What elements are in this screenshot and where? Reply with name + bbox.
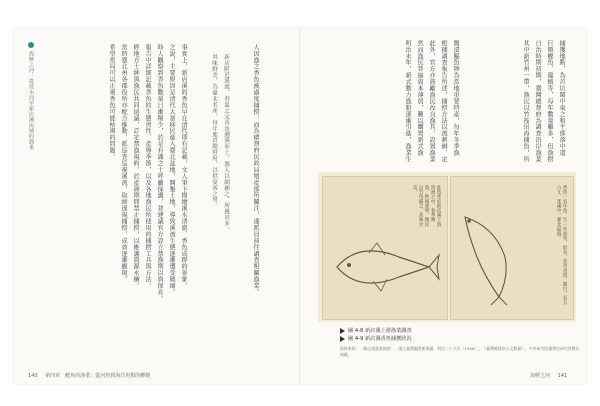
right-column-1: 捕獲地點，為首坑閩中東之和平部落中道: [558, 40, 565, 157]
right-page-number: 141: [557, 373, 568, 379]
left-page-number: 140: [28, 373, 38, 379]
left-column-6: 經地方士紳與漁民共同協議，訂定禁漁規約，於產卵期間禁止捕撈，以維護資源永續。: [132, 44, 139, 290]
right-column-7: 此外，官方亦鼓勵漁民改良漁具，設置漁業: [428, 40, 435, 163]
left-column-8: 希望當局可以正視香魚可能枯竭的問題。: [108, 44, 115, 161]
left-column-1: 人因漁之香魚被過度捕撈，而為總督府民政局殖產部所關注，遂派員前往調查相關漁業。: [252, 44, 259, 296]
right-footer: [530, 372, 567, 379]
right-column-5: 鹽漬鯔魚卵為當地重要特產，每年冬季漁: [452, 40, 459, 157]
right-column-6: 根據調查報告所述，捕撈方法以流刺網、定: [440, 40, 447, 163]
left-column-2: 事實上，新店溪的香魚早在清代即有記載，文人筆下描繪溪水清澈、香魚成群的景象。: [180, 44, 187, 290]
right-column-9: 明治末年，新式動力漁船逐漸引進，漁業生: [404, 40, 411, 163]
scan-document-right: [450, 176, 574, 320]
right-column-2: 巨額鰹魚、龍蝦等，每年數量雖多，但漁撈: [546, 40, 553, 163]
left-quote-1: 新店附近溪流，春夏之交香魚溯溪而上，漁人以網捕之，所獲甚多。: [223, 54, 229, 233]
right-column-8: 然而漁民普遍資本薄弱，難以購置新式漁: [416, 40, 423, 157]
left-column-3: 之說，主要原因是清代大量移民進入臺北盆地，開墾土地，導致溪流生態逐漸遭受破壞。: [168, 44, 175, 296]
historical-figure: [318, 172, 576, 322]
scan-text-right: 香魚一名年魚，生一年而死，故名。其背青黑，腹白，長五六寸，產溪中，臺北最盛。: [556, 185, 567, 305]
figure-source: 資料來源：〈新店溪漁業調查〉，國立臺灣圖書館典藏，明治三十九年（1906），《臺灣總督府公文類纂》。中央研究院臺灣史研究所數位典藏。: [340, 346, 580, 357]
left-column-5: 報告中詳細記載香魚的生態習性、產卵季節，以及各地漁民所使用的捕撈工具與方法。: [144, 44, 151, 290]
left-footer-title: 第四章 鰹魚的漁業：從河魚到海洋魚類的轉變: [45, 373, 151, 379]
right-footer-title: 海鮮之河: [530, 373, 551, 379]
left-column-7: 當時臺北州各郡役所亦配合推動，派巡查巡視溪流，取締違規捕撈，成效逐漸顯現。: [120, 44, 127, 283]
caption-arrow-icon: [340, 328, 345, 334]
fish-drawing-icon: [329, 227, 441, 307]
book-gutter: [299, 28, 301, 384]
right-column-3: 日治時期初期，臺灣總督府為調查沿岸漁業: [534, 40, 541, 163]
right-column-4: 其中新竹州一帶，漁民以竹筏出海捕魚，所: [522, 40, 529, 163]
caption-row-2: 圖 4-9 新店溪香魚捕獲狀況: [340, 335, 412, 343]
left-footer: [28, 372, 150, 379]
caption-arrow-icon: [340, 336, 345, 342]
chapter-marker-icon: [28, 42, 34, 48]
figure-captions: [340, 327, 412, 343]
running-header: 海鮮之河：從淡水河至新店溪流域的漁業: [28, 42, 35, 192]
fish-specimen-icon: [455, 197, 525, 307]
left-column-4: 時人觀察到香魚數量日漸稀少，於是有識之士呼籲保護，並建議官方設立禁漁期以資保育。: [156, 44, 163, 302]
scan-document-left: [322, 176, 448, 320]
caption-row-1: 圖 4-8 新店溪上游漁業調查: [340, 327, 412, 335]
scan-text-left: 此魚產於新店溪上游清流之中，春季溯游，秋後產卵，漁民以竹筏捕之，其味甘美。: [412, 185, 441, 227]
left-quote-2: 其味鮮美，為臺北名產，每年進貢總督府，以供宴客之用。: [211, 54, 217, 209]
